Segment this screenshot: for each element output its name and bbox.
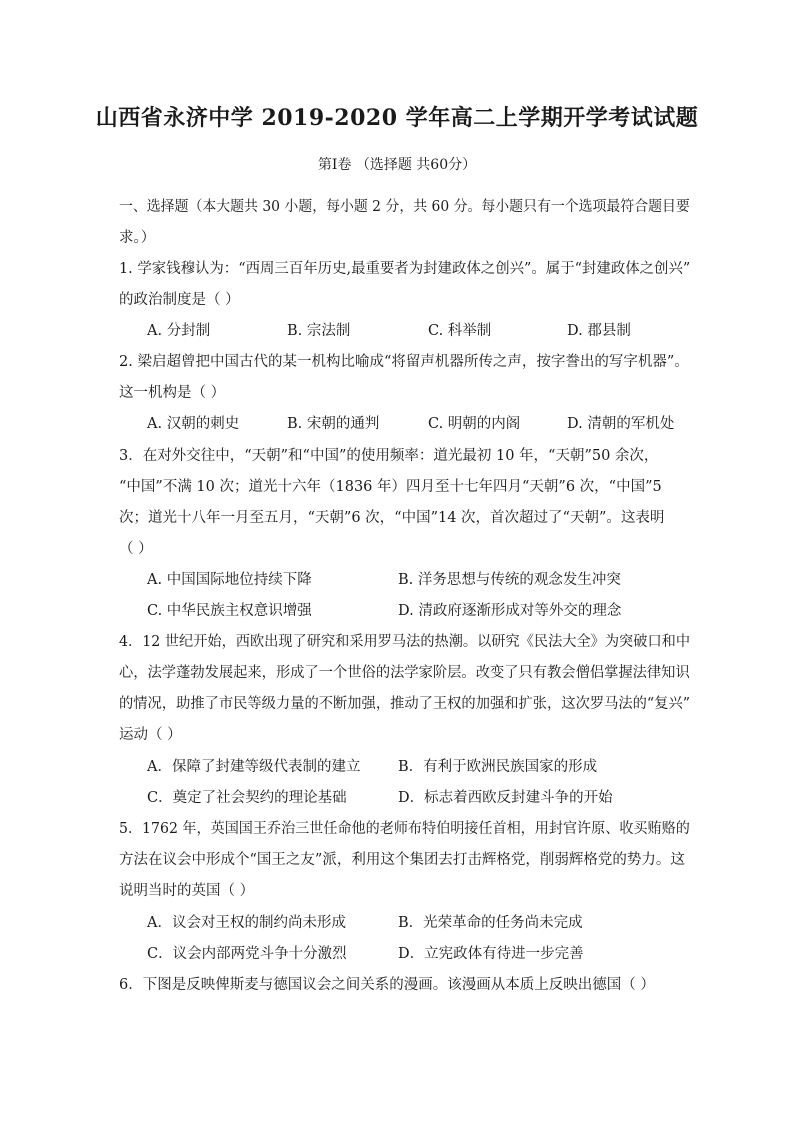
q5-option-b[interactable]: B．光荣革命的任务尚未完成 — [398, 915, 583, 931]
q4-option-b[interactable]: B．有利于欧洲民族国家的形成 — [398, 759, 598, 775]
q5-option-d[interactable]: D．立宪政体有待进一步完善 — [398, 946, 584, 962]
q3-option-d[interactable]: D. 清政府逐渐形成对等外交的理念 — [398, 603, 622, 619]
page-subtitle: 第Ⅰ卷 （选择题 共60分） — [317, 157, 477, 173]
q2-text-line-2: 这一机构是（ ） — [119, 385, 226, 401]
q5-text-line-2: 方法在议会中形成个“国王之友”派，利用这个集团去打击辉格党，削弱辉格党的势力。这 — [119, 852, 685, 868]
q3-text-line-2: “中国”不满 10 次；道光十六年（1836 年）四月至十七年四月“天朝”6 次，“中国”5 — [119, 479, 662, 495]
q3-text-line-3: 次；道光十八年一月至五月，“天朝”6 次，“中国”14 次，首次超过了“天朝”。这表明 — [119, 510, 665, 526]
q4-text-line-1: 4．12 世纪开始，西欧出现了研究和采用罗马法的热潮。以研究《民法大全》为突破口和中 — [119, 634, 691, 650]
q3-option-c[interactable]: C. 中华民族主权意识增强 — [147, 603, 312, 619]
q4-text-line-2: 心，法学蓬勃发展起来，形成了一个世俗的法学家阶层。改变了只有教会僧侣掌握法律知识 — [119, 665, 690, 681]
section-instructions-line-1: 一、选择题（本大题共 30 小题，每小题 2 分，共 60 分。每小题只有一个选项最符合题目要 — [119, 199, 690, 215]
q3-text-line-1: 3．在对外交往中，“天朝”和“中国”的使用频率：道光最初 10 年，“天朝”50 余次， — [119, 448, 659, 464]
q1-text-line-2: 的政治制度是（ ） — [119, 292, 240, 308]
q4-option-d[interactable]: D．标志着西欧反封建斗争的开始 — [398, 790, 613, 806]
q4-option-a[interactable]: A．保障了封建等级代表制的建立 — [147, 759, 361, 775]
q2-option-d[interactable]: D. 清朝的军机处 — [567, 416, 675, 432]
q5-text-line-3: 说明当时的英国（ ） — [119, 883, 255, 899]
q5-option-a[interactable]: A．议会对王权的制约尚未形成 — [147, 915, 346, 931]
q3-text-line-4: （ ） — [119, 541, 153, 557]
q1-option-c[interactable]: C. 科举制 — [428, 323, 492, 339]
q6-text-line-1: 6．下图是反映俾斯麦与德国议会之间关系的漫画。该漫画从本质上反映出德国（ ） — [119, 977, 655, 993]
q5-text-line-1: 5．1762 年，英国国王乔治三世任命他的老师布特伯明接任首相，用封官许原、收买贿赂的 — [119, 821, 690, 837]
q1-option-d[interactable]: D. 郡县制 — [567, 323, 631, 339]
q4-text-line-3: 的情况，助推了市民等级力量的不断加强，推动了王权的加强和扩张，这次罗马法的“复兴” — [119, 696, 691, 712]
q1-option-b[interactable]: B. 宗法制 — [287, 323, 351, 339]
q2-option-b[interactable]: B. 宋朝的通判 — [287, 416, 380, 432]
section-instructions-line-2: 求。） — [119, 230, 156, 246]
q4-option-c[interactable]: C．奠定了社会契约的理论基础 — [147, 790, 347, 806]
q2-option-a[interactable]: A. 汉朝的刺史 — [147, 416, 240, 432]
q5-option-c[interactable]: C．议会内部两党斗争十分激烈 — [147, 946, 347, 962]
q3-option-b[interactable]: B. 洋务思想与传统的观念发生冲突 — [398, 572, 621, 588]
q1-text-line-1: 1. 学家钱穆认为：“西周三百年历史,最重要者为封建政体之创兴”。属于“封建政体之创兴” — [119, 261, 691, 277]
q2-option-c[interactable]: C. 明朝的内阁 — [428, 416, 521, 432]
q3-option-a[interactable]: A. 中国国际地位持续下降 — [147, 572, 312, 588]
page-title: 山西省永济中学 2019-2020 学年高二上学期开学考试试题 — [95, 105, 699, 131]
q4-text-line-4: 运动（ ） — [119, 727, 182, 743]
q2-text-line-1: 2. 梁启超曾把中国古代的某一机构比喻成“将留声机器所传之声，按字誊出的写字机器”。 — [119, 354, 689, 370]
q1-option-a[interactable]: A. 分封制 — [147, 323, 211, 339]
